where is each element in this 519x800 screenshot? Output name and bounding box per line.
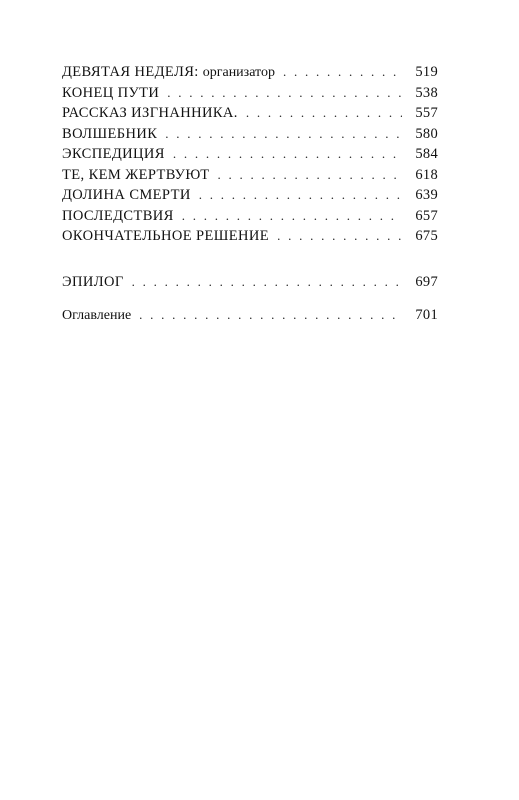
toc-entry-exile-story: [62, 105, 438, 126]
dot-leader: [246, 105, 402, 121]
toc-entry-aftermath: [62, 208, 438, 229]
toc-entry-final-decision: [62, 228, 438, 249]
dot-leader: [199, 187, 402, 203]
toc-entry-ninth-week: [62, 64, 438, 85]
table-of-contents: [62, 64, 438, 328]
dot-leader: [165, 126, 402, 142]
toc-entry-title: ОКОНЧАТЕЛЬНОЕ РЕШЕНИЕ: [62, 228, 270, 244]
toc-entry-end-of-road: [62, 85, 438, 106]
dot-leader: [283, 64, 402, 80]
toc-page-number: 557: [415, 105, 438, 121]
toc-page-number: 618: [415, 166, 438, 183]
dot-leader: [167, 85, 402, 101]
toc-page-number: 675: [415, 228, 438, 244]
toc-entry-expedition: [62, 146, 438, 167]
dot-leader: [139, 307, 402, 323]
dot-leader: [132, 274, 402, 290]
toc-entry-title: Оглавление: [62, 308, 132, 323]
toc-page-number: 639: [415, 187, 438, 203]
toc-page-number: 580: [415, 125, 438, 142]
toc-entry-contents: [62, 307, 438, 328]
toc-page-number: 701: [415, 307, 438, 323]
toc-entry-title: РАССКАЗ ИЗГНАННИКА.: [62, 105, 238, 121]
toc-entry-title: ТЕ, КЕМ ЖЕРТВУЮТ: [62, 166, 210, 183]
toc-page-number: 584: [415, 146, 438, 162]
toc-entry-subtitle: организатор: [202, 65, 275, 80]
dot-leader: [173, 146, 402, 162]
toc-entry-sacrificed: [62, 167, 438, 188]
toc-entry-title: КОНЕЦ ПУТИ: [62, 84, 160, 101]
dot-leader: [218, 167, 402, 183]
dot-leader: [277, 228, 402, 244]
toc-page-number: 697: [415, 273, 438, 290]
toc-page-number: 519: [415, 64, 438, 80]
toc-entry-title-main: ДЕВЯТАЯ НЕДЕЛЯ:: [62, 64, 199, 80]
toc-entry-death-valley: [62, 187, 438, 208]
toc-entry-title: ЭПИЛОГ: [62, 273, 124, 290]
toc-page-number: 538: [415, 84, 438, 101]
toc-entry-title: [62, 64, 275, 81]
dot-leader: [182, 208, 402, 224]
toc-entry-epilogue: [62, 274, 438, 295]
toc-page-number: 657: [415, 207, 438, 224]
toc-entry-wizard: [62, 126, 438, 147]
toc-entry-title: ЭКСПЕДИЦИЯ: [62, 146, 165, 162]
toc-entry-title: ВОЛШЕБНИК: [62, 125, 158, 142]
toc-entry-title: ПОСЛЕДСТВИЯ: [62, 207, 174, 224]
toc-entry-title: ДОЛИНА СМЕРТИ: [62, 187, 191, 203]
